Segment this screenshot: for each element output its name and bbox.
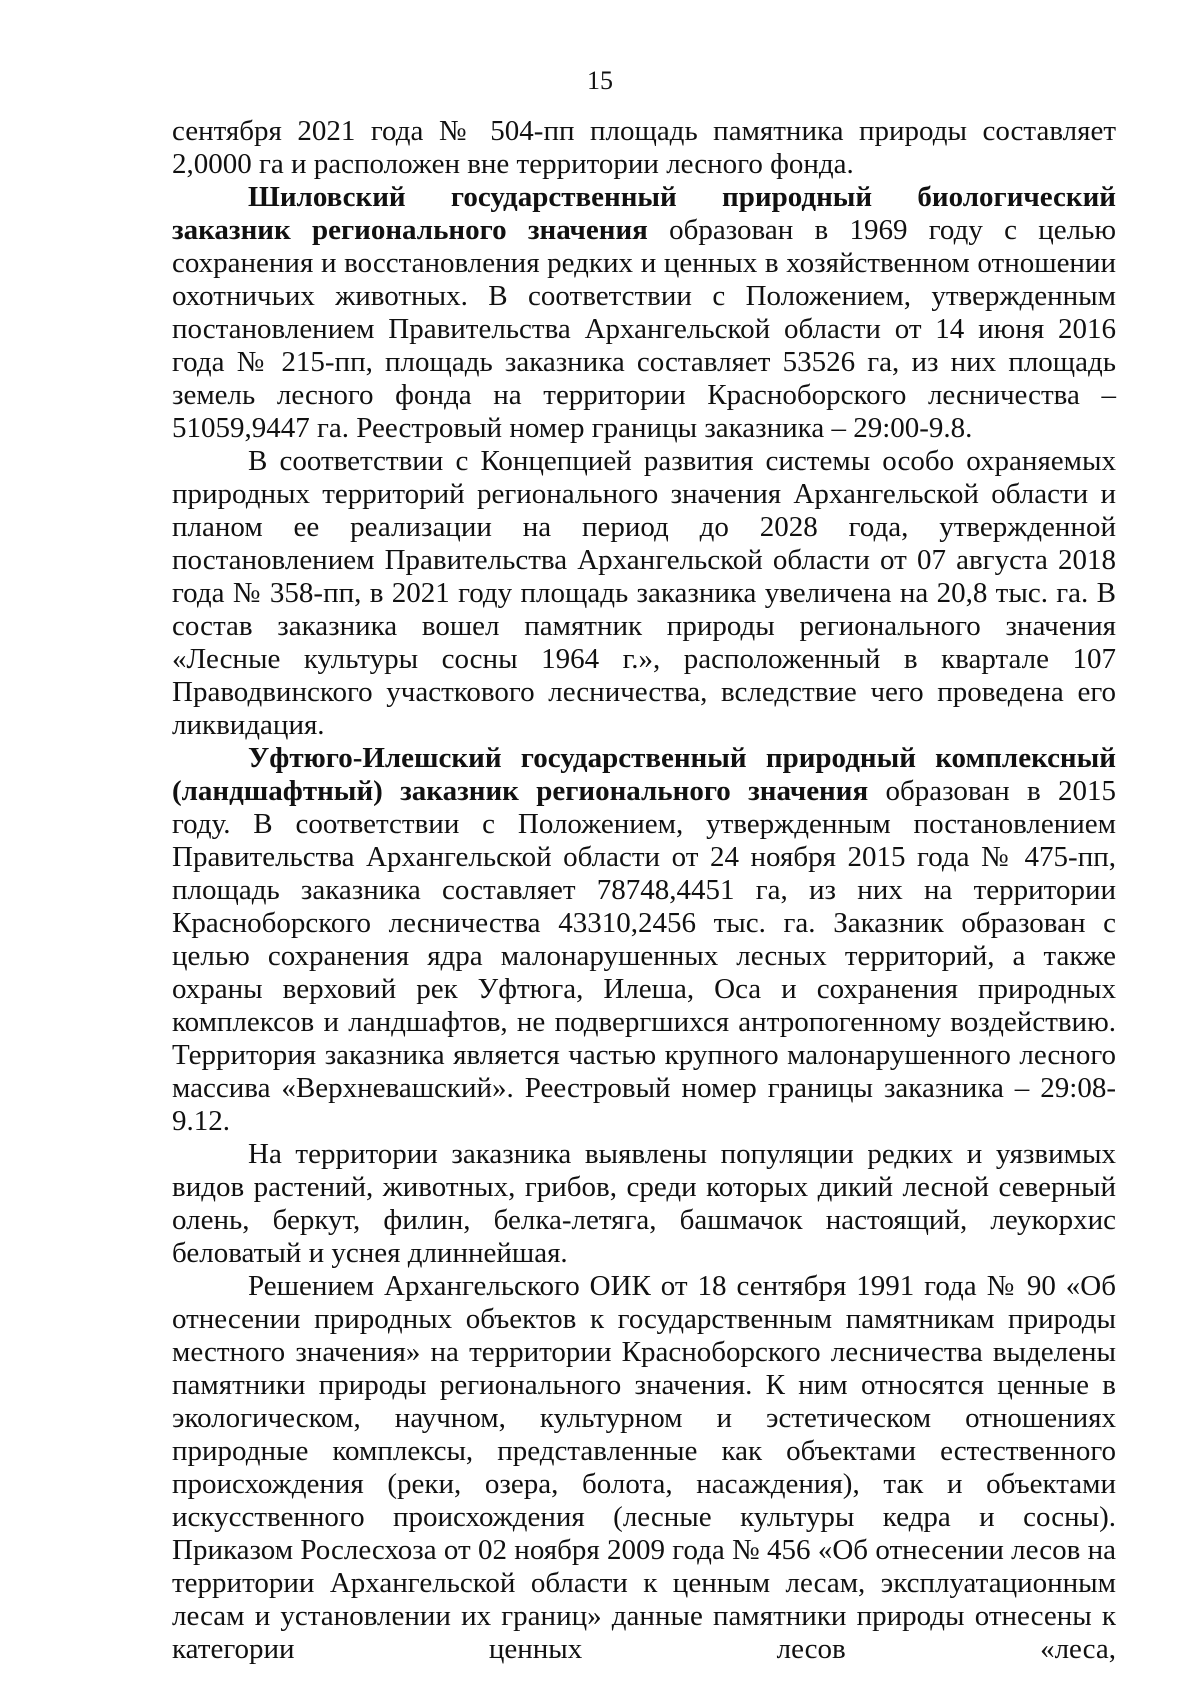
paragraph-uftyugo-ileshsky-reserve: [172, 742, 1116, 1138]
reserve-name-bold: Уфтюго-Илешский государственный природный комплексный (ландшафтный) заказник регионального значения: [172, 742, 1116, 807]
paragraph-text: На территории заказника выявлены популяции редких и уязвимых видов растений, животных, грибов, среди которых дикий лесной северный олень, беркут, филин, белка-летяга, башмачок настоящий, леукорхис беловатый и уснея длиннейшая.: [172, 1138, 1116, 1269]
paragraph: [172, 1270, 1116, 1666]
paragraph-text: В соответствии с Концепцией развития системы особо охраняемых природных территорий регионального значения Архангельской области и планом ее реализации на период до 2028 года, утвержденной постановлением Правительства Архангельской области от 07 августа 2018 года № 358-пп, в 2021 году площадь заказника увеличена на 20,8 тыс. га. В состав заказника вошел памятник природы регионального значения «Лесные культуры сосны 1964 г.», расположенный в квартале 107 Праводвинского участкового лесничества, вследствие чего проведена его ликвидация.: [172, 445, 1116, 741]
paragraph-text: Решением Архангельского ОИК от 18 сентября 1991 года № 90 «Об отнесении природных объектов к государственным памятникам природы местного значения» на территории Красноборского лесничества выделены памятники природы регионального значения. К ним относятся ценные в экологическом, научном, культурном и эстетическом отношениях природные комплексы, представленные как объектами естественного происхождения (реки, озера, болота, насаждения), так и объектами искусственного происхождения (лесные культуры кедра и сосны). Приказом Рослесхоза от 02 ноября 2009 года № 456 «Об отнесении лесов на территории Архангельской области к ценным лесам, эксплуатационным лесам и установлении их границ» данные памятники природы отнесены к категории ценных лесов «леса,: [172, 1270, 1116, 1665]
paragraph: [172, 445, 1116, 742]
page-number: 15: [587, 66, 613, 95]
paragraph-text: образован в 2015 году. В соответствии с Положением, утвержденным постановлением Правительства Архангельской области от 24 ноября 2015 года № 475-пп, площадь заказника составляет 78748,4451 га, из них на территории Красноборского лесничества 43310,2456 тыс. га. Заказник образован с целью сохранения ядра малонарушенных лесных территорий, а также охраны верховий рек Уфтюга, Илеша, Оса и сохранения природных комплексов и ландшафтов, не подвергшихся антропогенному воздействию. Территория заказника является частью крупного малонарушенного лесного массива «Верхневашский». Реестровый номер границы заказника – 29:08-9.12.: [172, 775, 1116, 1137]
paragraph: [172, 1138, 1116, 1270]
reserve-name-bold: Шиловский государственный природный биологический заказник регионального значения: [172, 181, 1116, 246]
paragraph-text: образован в 1969 году с целью сохранения и восстановления редких и ценных в хозяйственном отношении охотничьих животных. В соответствии с Положением, утвержденным постановлением Правительства Архангельской области от 14 июня 2016 года № 215-пп, площадь заказника составляет 53526 га, из них площадь земель лесного фонда на территории Красноборского лесничества – 51059,9447 га. Реестровый номер границы заказника – 29:00-9.8.: [172, 214, 1116, 444]
paragraph: [172, 115, 1116, 181]
paragraph-shilovsky-reserve: [172, 181, 1116, 445]
paragraph-text: сентября 2021 года № 504-пп площадь памятника природы составляет 2,0000 га и расположен вне территории лесного фонда.: [172, 115, 1116, 180]
document-body: [172, 115, 1116, 1666]
